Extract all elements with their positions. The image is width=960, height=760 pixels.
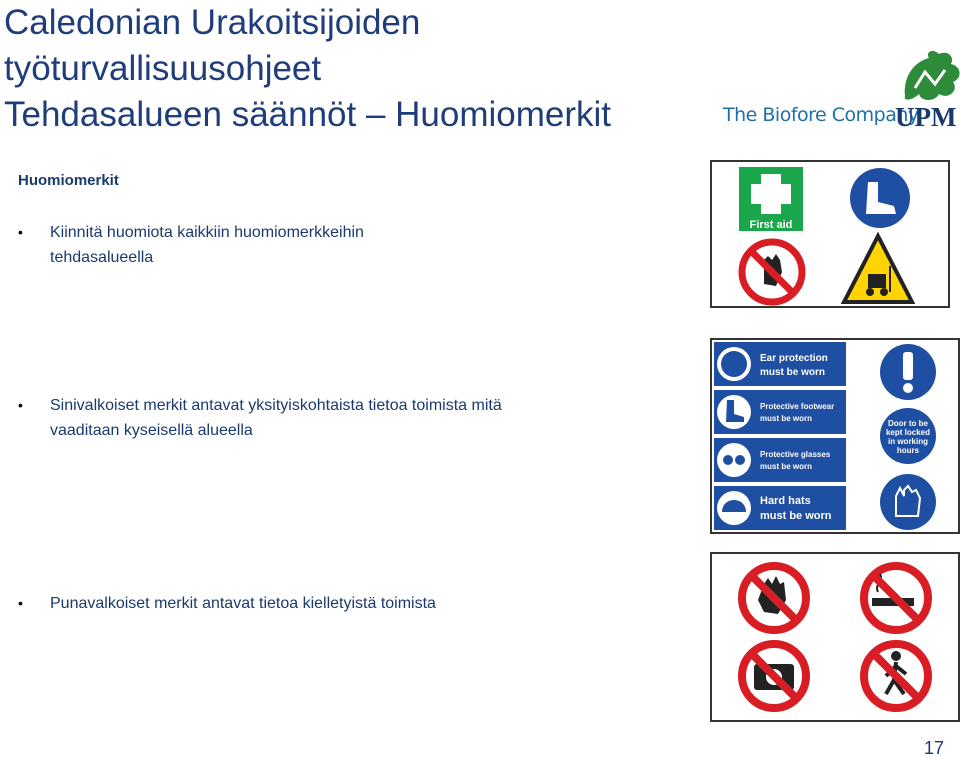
title-line-2: työturvallisuusohjeet [4, 49, 322, 88]
griffin-icon [895, 48, 960, 104]
no-camera-icon [742, 644, 806, 708]
signs-panel-general [710, 160, 950, 308]
bullet-2: • Sinivalkoiset merkit antavat yksityiskohtaista tietoa toimista mitä vaaditaan kyseisellä alueella [50, 393, 510, 443]
upm-logo [715, 48, 960, 134]
first-aid-sign [738, 166, 804, 232]
ear-protection-sign [714, 342, 846, 386]
svg-text:must be worn: must be worn [760, 462, 813, 471]
svg-text:hours: hours [896, 446, 920, 455]
page-number: 17 [923, 738, 944, 758]
protective-glasses-sign [714, 438, 846, 482]
door-locked-sign [880, 408, 936, 464]
no-pedestrians-icon [864, 644, 928, 708]
hard-hat-sign [714, 486, 846, 530]
no-entry-hand-icon [742, 566, 806, 630]
hard-hat-label: Hard hats [760, 495, 811, 507]
no-smoking-icon [864, 566, 928, 630]
protective-footwear-sign [714, 390, 846, 434]
svg-text:in working: in working [888, 437, 928, 446]
glasses-label: Protective glasses [760, 450, 831, 459]
title-line-3: Tehdasalueen säännöt – Huomiomerkit [4, 95, 612, 134]
bullet-3: • Punavalkoiset merkit antavat tietoa kielletyistä toimista [50, 591, 570, 616]
svg-text:must be worn: must be worn [760, 414, 813, 423]
forklift-warning-sign [844, 236, 912, 302]
slide-title [4, 0, 611, 138]
footwear-label: Protective footwear [760, 402, 835, 411]
boot-sign [850, 168, 910, 228]
svg-text:kept locked: kept locked [885, 428, 931, 437]
logo-brand: UPM [895, 102, 957, 132]
svg-text:Door to be: Door to be [888, 419, 928, 428]
no-entry-hand-sign [742, 242, 802, 302]
title-line-1: Caledonian Urakoitsijoiden [4, 3, 421, 42]
exclamation-sign [880, 344, 936, 400]
gloves-sign [880, 474, 936, 530]
logo-tagline: The Biofore Company [723, 104, 919, 126]
signs-panel-prohibition [710, 552, 960, 722]
ear-protection-label: Ear protection [760, 353, 828, 364]
svg-text:must be worn: must be worn [760, 510, 832, 522]
svg-text:must be worn: must be worn [760, 367, 826, 378]
bullet-1: • Kiinnitä huomiota kaikkiin huomiomerkkeihin tehdasalueella [50, 220, 450, 270]
first-aid-label: First aid [749, 219, 793, 231]
section-heading: Huomiomerkit [18, 172, 119, 189]
signs-panel-mandatory [710, 338, 960, 534]
